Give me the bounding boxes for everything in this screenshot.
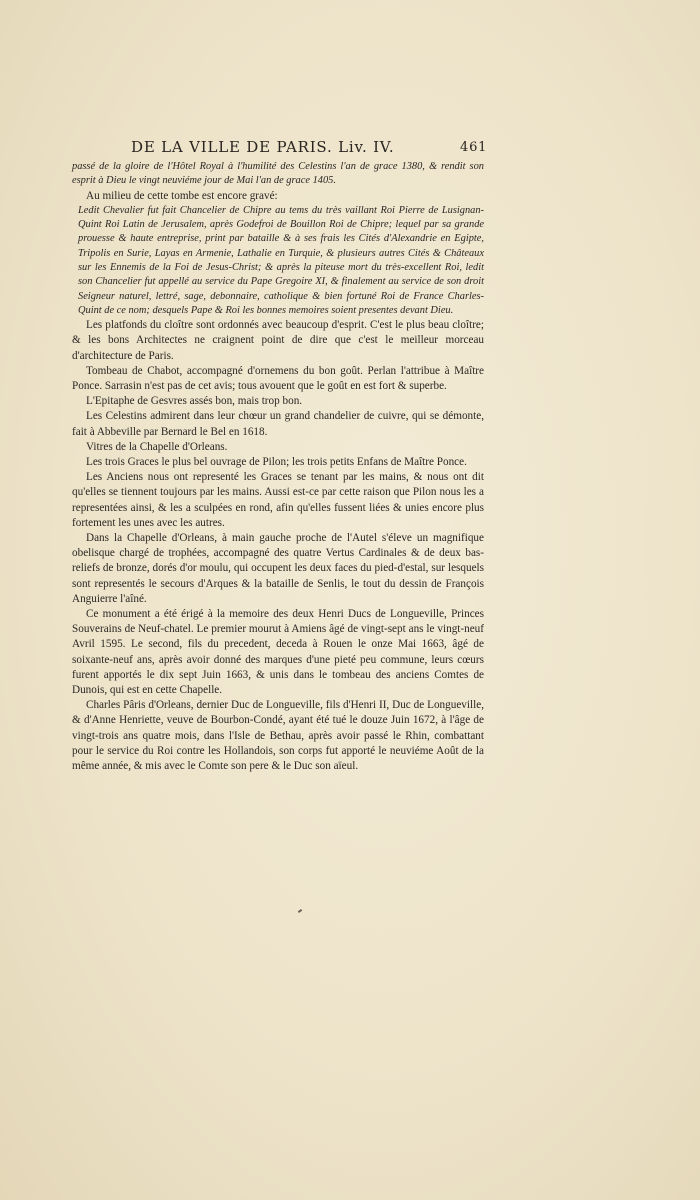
paragraph: Vitres de la Chapelle d'Orleans. [86,440,228,453]
paragraph: Au milieu de cette tombe est encore gravé: [86,189,278,202]
paragraph: L'Epitaphe de Gesvres assés bon, mais trop bon. [86,395,303,408]
paragraph: Charles Pâris d'Orleans, dernier Duc de Longueville, fils d'Henri II, Duc de Longueville, & d'Anne Henriette, veuve de Bourbon-Condé, ayant été tué le douze Juin 1672, à l'âge de vingt-trois ans quatre mois, dans l'Isle de Bethau, après avoir passé le Rhin, combattant pour le service du Roi contre les Hollandois, son corps fut apporté le neuviéme Août de la même année, & mis avec le Comte son pere & le Duc son aïeul. [72,699,484,773]
paragraph: Les Celestins admirent dans leur chœur un grand chandelier de cuivre, qui se démonte, fait à Abbeville par Bernard le Bel en 1618. [72,410,484,438]
paragraph: Les trois Graces le plus bel ouvrage de Pilon; les trois petits Enfans de Maître Ponce. [86,456,467,468]
body-text [72,160,484,774]
paragraph: Les platfonds du cloître sont ordonnés avec beaucoup d'esprit. C'est le plus beau cloître; & les bons Architectes ne craignent point de dire que c'est le meilleur morceau d'architecture de Paris. [72,319,484,362]
ink-speck [298,909,302,913]
paragraph: Dans la Chapelle d'Orleans, à main gauche proche de l'Autel s'éleve un magnifique obelisque chargé de trophées, accompagné des quatre Vertus Cardinales & de deux bas-reliefs de bronze, dorés d'or moulu, qui occupent les deux faces du pied-d'estal, sur lesquels sont representés le secours d'Arques & la bataille de Senlis, le tout du dessin de François Anguierre l'aîné. [72,532,484,605]
paragraph: Les Anciens nous ont representé les Graces se tenant par les mains, & nous ont dit qu'elles se tiennent toujours par les mains. Aussi est-ce par cette raison que Pilon nous les a representées ainsi, & les a sculpées en rond, afin qu'elles fussent liées & unies encore plus fortement les unes avec les autres. [72,471,484,529]
paragraph: passé de la gloire de l'Hôtel Royal à l'humilité des Celestins l'an de grace 1380, & rendit son esprit à Dieu le vingt neuviéme jour de Mai l'an de grace 1405. [72,161,484,187]
page-number: 461 [460,140,488,155]
paragraph: Ce monument a été érigé à la memoire des deux Henri Ducs de Longueville, Princes Souverains de Neuf-chatel. Le premier mourut à Amiens âgé de vingt-sept ans le vingt-neuf Avril 1595. Le second, fils du precedent, deceda à Rouen le onze Mai 1663, âgé de soixante-neuf ans, après avoir donné des marques d'une pieté peu commune, leurs cœurs furent apportés le dix sept Juin 1663, & unis dans le tombeau des anciens Comtes de Dunois, qui est en cette Chapelle. [72,608,484,697]
paragraph: Ledit Chevalier fut fait Chancelier de Chipre au tems du très vaillant Roi Pierre de Lusignan-Quint Roi Latin de Jerusalem, après Godefroi de Bouillon Roi de Chipre; lequel par sa grande prouesse & haute entreprise, print par bataille & à ses frais les Cités d'Alexandrie en Egipte, Tripolis en Surie, Layas en Armenie, Lathalie en Turquie, & plusieurs autres Cités & Châteaux sur les Ennemis de la Foi de Jesus-Christ; & après la piteuse mort du très-excellent Roi, ledit son Chancelier fut appellé au service du Pape Gregoire XI, & finalement au service de son droit Seigneur naturel, lettré, sage, debonnaire, catholique & bien fortuné Roi de France Charles-Quint de ce nom; desquels Pape & Roi les bonnes memoires soient presentes devant Dieu. [78,204,484,316]
engraved-inscription [72,204,484,318]
running-title: DE LA VILLE DE PARIS. Liv. IV. [131,138,395,156]
epitaph-ending [72,160,484,189]
paragraph: Tombeau de Chabot, accompagné d'ornemens du bon goût. Perlan l'attribue à Maître Ponce. Sarrasin n'est pas de cet avis; tous avouent que le goût en est fort & superbe. [72,364,484,392]
